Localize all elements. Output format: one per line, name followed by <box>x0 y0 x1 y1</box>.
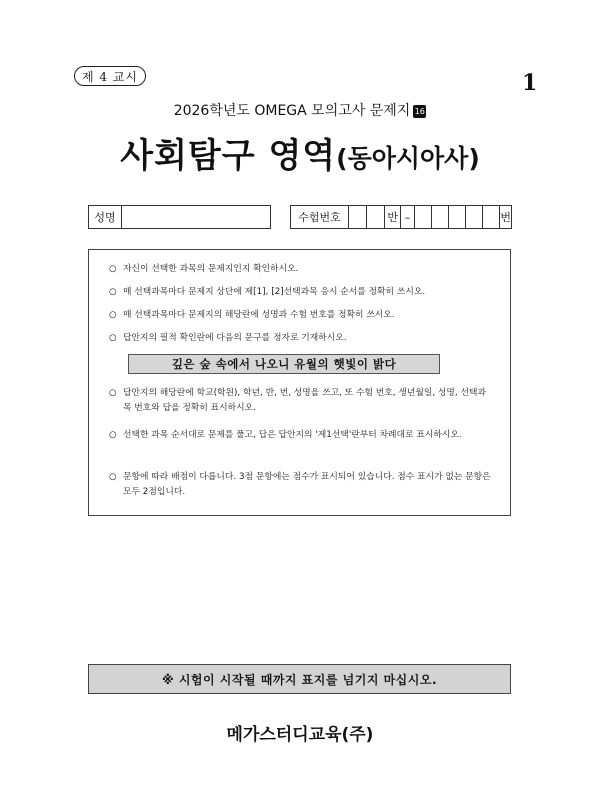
name-field <box>88 205 271 229</box>
instruction-text: 답안지의 필적 확인란에 다음의 문구를 정자로 기재하시오. <box>123 333 347 343</box>
digit-box <box>449 206 466 228</box>
name-label: 성명 <box>89 206 122 228</box>
instruction-item <box>109 331 494 346</box>
bullet-icon: ○ <box>109 310 117 320</box>
bullet-icon: ○ <box>109 472 117 482</box>
instruction-text: 답안지의 해당란에 학교(학원), 학년, 반, 번, 성명을 쓰고, 또 수험 번호, 생년월일, 성명, 선택과목 번호와 답을 정확히 표시하시오. <box>123 388 487 413</box>
instruction-text: 문항에 따라 배점이 다릅니다. 3점 문항에는 점수가 표시되어 있습니다. 점수 표시가 없는 문항은 모두 2점입니다. <box>123 472 491 497</box>
subject-main: 사회탐구 영역 <box>120 136 337 176</box>
instructions-box <box>88 249 511 516</box>
type-badge: 16 <box>414 107 425 116</box>
digit-box <box>432 206 449 228</box>
bullet-icon: ○ <box>109 287 117 297</box>
instruction-item <box>109 386 494 416</box>
bullet-icon: ○ <box>109 430 117 440</box>
digit-box <box>349 206 367 228</box>
digit-box <box>415 206 432 228</box>
instruction-text: 매 선택과목마다 문제지의 해당란에 성명과 수험 번호를 정확히 쓰시오. <box>123 310 395 320</box>
subject-title <box>0 128 600 177</box>
digit-box <box>367 206 385 228</box>
number-label: 번 <box>500 211 512 224</box>
instruction-text: 매 선택과목마다 문제지 상단에 제[1], [2]선택과목 응시 순서를 정확히 쓰시오. <box>123 287 426 297</box>
name-input-area <box>122 206 270 228</box>
digit-box <box>483 206 500 228</box>
exam-number-label: 수험번호 <box>291 206 349 228</box>
period-badge: 제 4 교시 <box>74 66 146 86</box>
digit-box <box>466 206 483 228</box>
bullet-icon: ○ <box>109 333 117 343</box>
handwriting-phrase: 깊은 숲 속에서 나오니 유월의 햇빛이 밝다 <box>128 354 440 374</box>
instruction-item <box>109 262 494 277</box>
bullet-icon: ○ <box>109 388 117 398</box>
instruction-text: 자신이 선택한 과목의 문제지인지 확인하시오. <box>123 264 299 274</box>
publisher-name: 메가스터디교육(주) <box>226 725 374 745</box>
instruction-item <box>109 308 494 323</box>
class-label: 반 <box>385 206 401 228</box>
bullet-icon: ○ <box>109 264 117 274</box>
dash-separator: – <box>401 206 414 228</box>
exam-number-field <box>290 205 512 229</box>
bottom-notice: ※ 시험이 시작될 때까지 표지를 넘기지 마십시오. <box>88 664 511 694</box>
exam-title-text: 2026학년도 OMEGA 모의고사 문제지 <box>173 103 411 119</box>
exam-title <box>0 100 600 120</box>
instruction-item <box>109 428 494 443</box>
instruction-item <box>109 470 494 500</box>
page-number: 1 <box>522 70 538 96</box>
instruction-item <box>109 285 494 300</box>
instruction-text: 선택한 과목 순서대로 문제를 풀고, 답은 답안지의 '제1선택'란부터 차례대로 표시하시오. <box>123 430 462 440</box>
subject-sub: (동아시아사) <box>336 144 480 173</box>
